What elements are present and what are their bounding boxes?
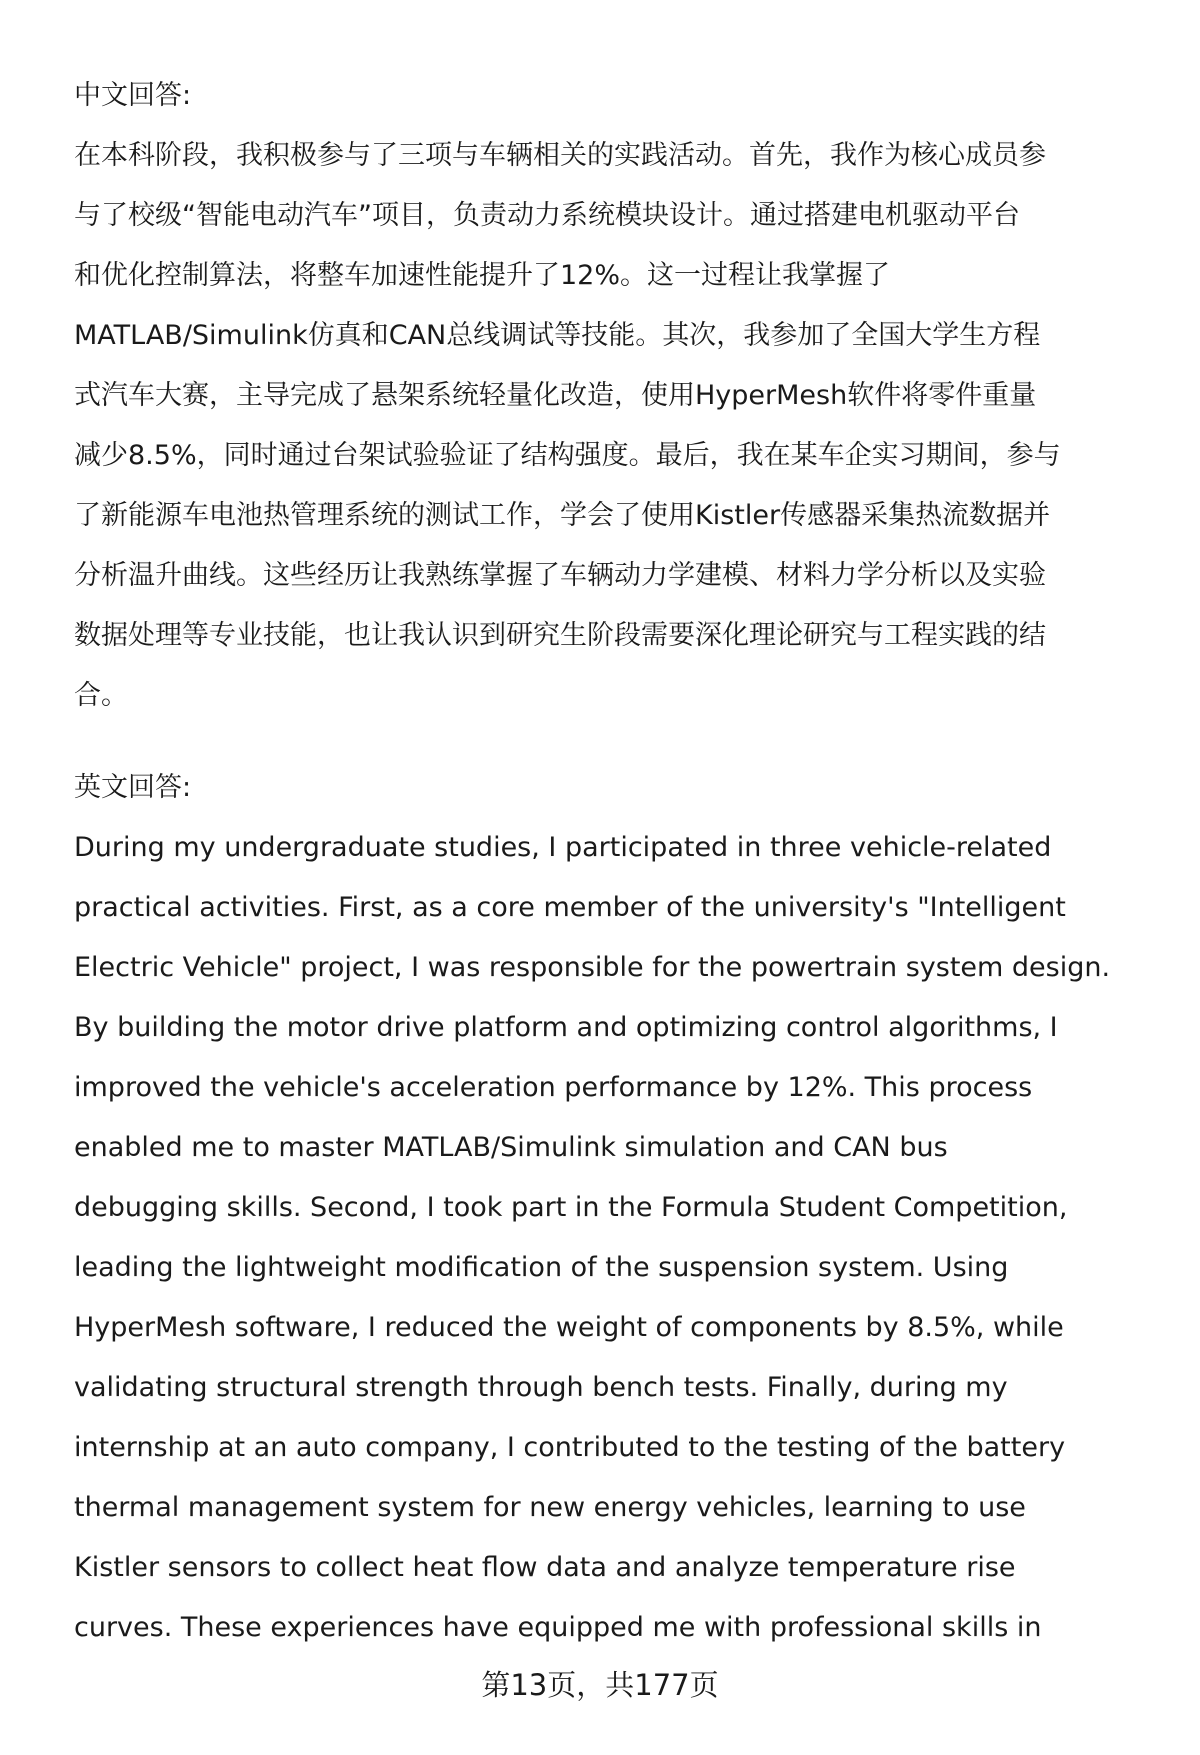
en-line: debugging skills. Second, I took part in the Formula Student Competition,	[74, 1192, 1068, 1223]
en-line: thermal management system for new energy vehicles, learning to use	[74, 1492, 1026, 1523]
zh-line: 和优化控制算法，将整车加速性能提升了12%。这一过程让我掌握了	[74, 260, 891, 291]
zh-line: 了新能源车电池热管理系统的测试工作，学会了使用Kistler传感器采集热流数据并	[74, 500, 1051, 531]
zh-line: MATLAB/Simulink仿真和CAN总线调试等技能。其次，我参加了全国大学生方程	[74, 320, 1041, 351]
en-line: practical activities. First, as a core member of the university's "Intelligent	[74, 892, 1066, 923]
zh-line: 分析温升曲线。这些经历让我熟练掌握了车辆动力学建模、材料力学分析以及实验	[74, 560, 1046, 591]
en-line: Kistler sensors to collect heat flow data and analyze temperature rise	[74, 1552, 1016, 1583]
en-answer-heading: 英文回答:	[74, 772, 192, 803]
en-answer-paragraph	[74, 818, 1154, 1658]
en-line: improved the vehicle's acceleration performance by 12%. This process	[74, 1072, 1033, 1103]
en-line: validating structural strength through bench tests. Finally, during my	[74, 1372, 1008, 1403]
page-number-footer: 第13页，共177页	[481, 1668, 719, 1702]
en-line: internship at an auto company, I contributed to the testing of the battery	[74, 1432, 1066, 1463]
zh-line: 在本科阶段，我积极参与了三项与车辆相关的实践活动。首先，我作为核心成员参	[74, 140, 1046, 171]
en-line: leading the lightweight modification of the suspension system. Using	[74, 1252, 1009, 1283]
zh-line: 数据处理等专业技能，也让我认识到研究生阶段需要深化理论研究与工程实践的结	[74, 620, 1046, 651]
en-line: HyperMesh software, I reduced the weight of components by 8.5%, while	[74, 1312, 1064, 1343]
en-line: During my undergraduate studies, I participated in three vehicle-related	[74, 832, 1052, 863]
en-line: Electric Vehicle" project, I was responsible for the powertrain system design.	[74, 952, 1111, 983]
en-line: enabled me to master MATLAB/Simulink simulation and CAN bus	[74, 1132, 948, 1163]
section-gap	[74, 726, 1154, 758]
zh-line: 与了校级“智能电动汽车”项目，负责动力系统模块设计。通过搭建电机驱动平台	[74, 200, 1020, 231]
page-content	[74, 66, 1154, 1658]
zh-line: 减少8.5%，同时通过台架试验验证了结构强度。最后，我在某车企实习期间，参与	[74, 440, 1061, 471]
zh-line: 式汽车大赛，主导完成了悬架系统轻量化改造，使用HyperMesh软件将零件重量	[74, 380, 1037, 411]
en-line: By building the motor drive platform and optimizing control algorithms, I	[74, 1012, 1058, 1043]
zh-answer-paragraph	[74, 126, 1154, 726]
zh-line: 合。	[74, 680, 128, 711]
zh-answer-heading: 中文回答:	[74, 80, 192, 111]
en-line: curves. These experiences have equipped me with professional skills in	[74, 1612, 1042, 1643]
